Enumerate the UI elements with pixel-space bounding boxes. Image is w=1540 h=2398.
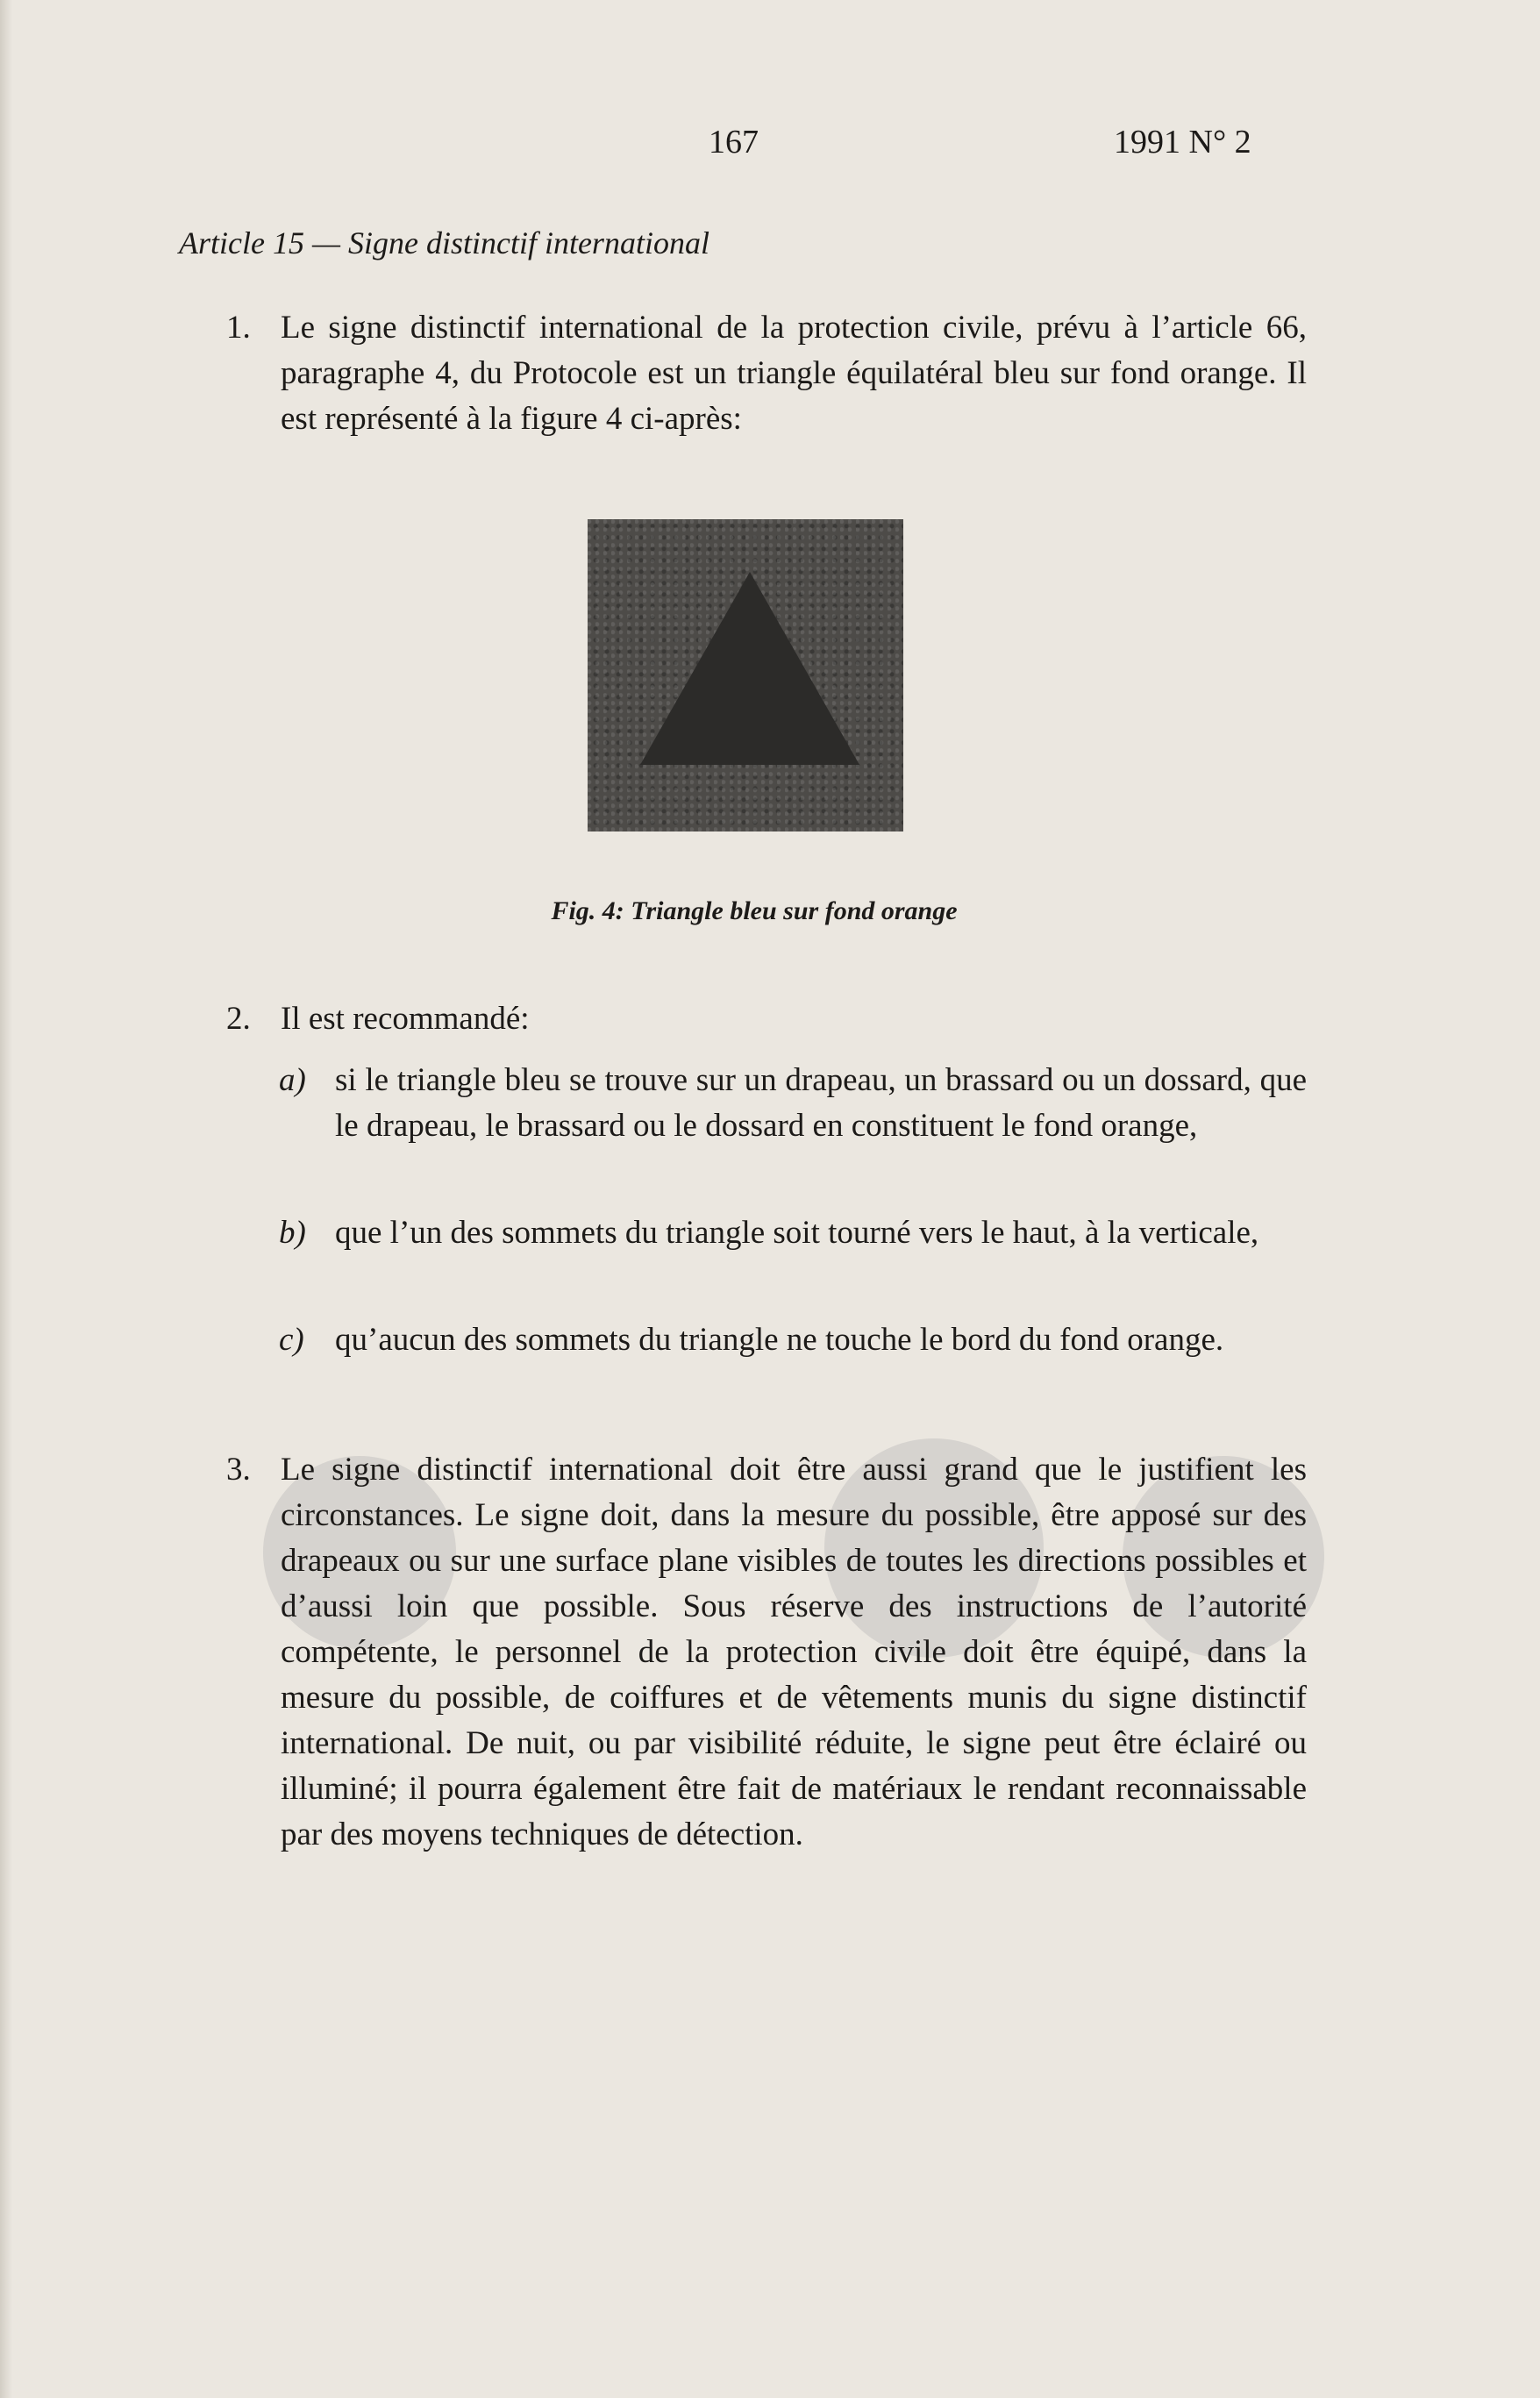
list-item-b — [281, 1210, 1307, 1256]
paragraph-text: Le signe distinctif international de la protection civile, prévu à l’article 66, paragraphe 4, du Protocole est un triangle équilatéral bleu sur fond orange. Il est représenté à la figure 4 ci-après: — [281, 310, 1307, 437]
paragraph-text: Le signe distinctif international doit être aussi grand que le justifient les circonstances. Le signe doit, dans la mesure du possible, être apposé sur des drapeaux ou sur une surface plane visibles de toutes les directions possibles et d’aussi loin que possible. Sous réserve des instructions de l’autorité compétente, le personnel de la protection civile doit être équipé, dans la mesure du possible, de coiffures et de vêtements munis du signe distinctif international. De nuit, ou par visibilité réduite, le signe peut être éclairé ou illuminé; il pourra également être fait de matériaux le rendant reconnaissable par des moyens techniques de détection. — [281, 1452, 1307, 1852]
list-item-text: que l’un des sommets du triangle soit tourné vers le haut, à la verticale, — [335, 1215, 1259, 1251]
issue-label: 1991 N° 2 — [1114, 124, 1251, 161]
list-item-a — [281, 1058, 1307, 1149]
triangle-icon — [640, 572, 859, 765]
page-edge — [0, 0, 12, 2398]
page-number: 167 — [709, 124, 759, 161]
paragraph-3 — [226, 1447, 1307, 1858]
list-item-text: si le triangle bleu se trouve sur un drapeau, un brassard ou un dossard, que le drapeau, le brassard ou le dossard en constituent le fond orange, — [335, 1062, 1307, 1144]
list-item-c — [281, 1317, 1307, 1363]
paragraph-1 — [226, 305, 1307, 442]
paragraph-number: 2. — [226, 1001, 251, 1037]
paragraph-2 — [226, 996, 1307, 1042]
list-item-label: b) — [279, 1215, 306, 1251]
article-heading: Article 15 — Signe distinctif international — [179, 225, 709, 260]
list-item-label: c) — [279, 1322, 304, 1358]
list-item-text: qu’aucun des sommets du triangle ne touche le bord du fond orange. — [335, 1322, 1224, 1358]
figure-4-image — [588, 519, 903, 831]
list-item-label: a) — [279, 1062, 306, 1098]
paragraph-number: 3. — [226, 1452, 251, 1488]
figure-caption: Fig. 4: Triangle bleu sur fond orange — [551, 896, 958, 925]
paragraph-number: 1. — [226, 310, 251, 346]
paragraph-text: Il est recommandé: — [281, 1001, 530, 1037]
